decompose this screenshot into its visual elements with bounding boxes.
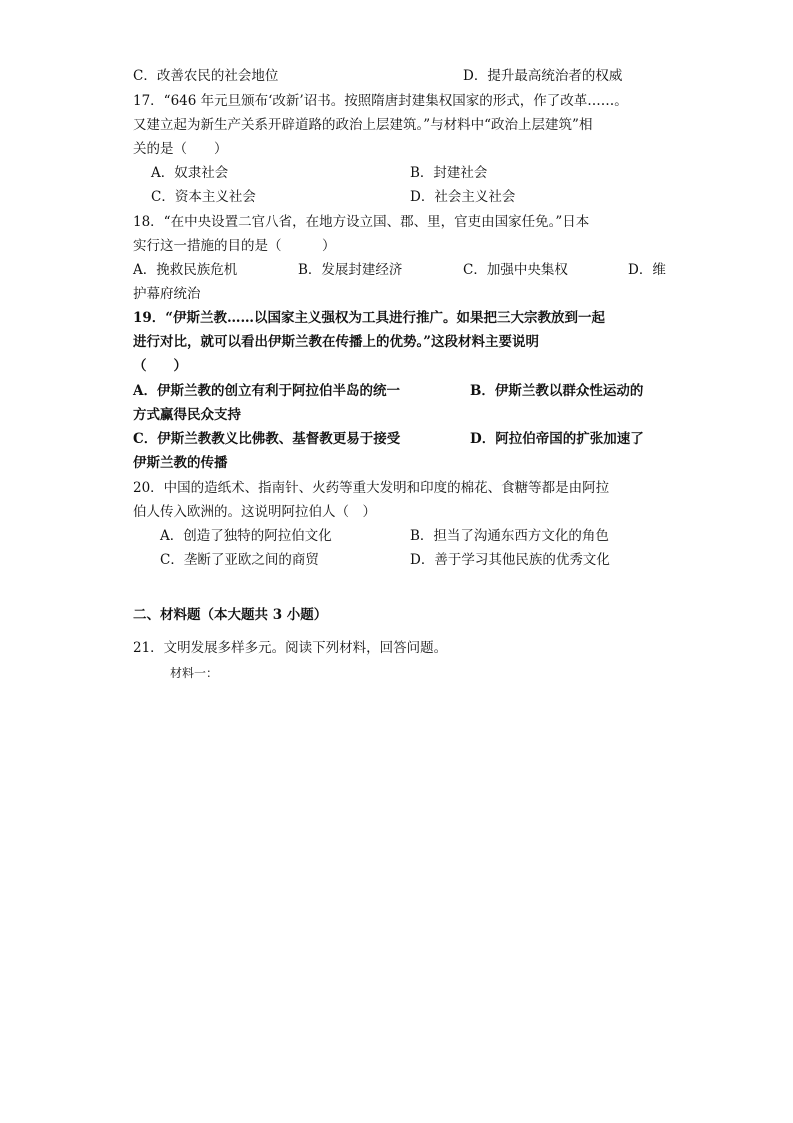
q17-stem-line1: 17．“646 年元旦颁布‘改新’诏书。按照隋唐封建集权国家的形式，作了改革……。	[133, 93, 628, 109]
q20-option-a: A．创造了独特的阿拉伯文化	[160, 528, 332, 544]
q19-option-c: C．伊斯兰教教义比佛教、基督教更易于接受	[133, 431, 401, 447]
q19-stem-line2: 进行对比，就可以看出伊斯兰教在传播上的优势。”这段材料主要说明	[133, 334, 540, 350]
q19-stem-line1: 19．“伊斯兰教……以国家主义强权为工具进行推广。如果把三大宗教放到一起	[133, 310, 606, 326]
q18-option-a: A．挽救民族危机	[133, 262, 238, 278]
q18-option-d-part2: 护幕府统治	[133, 286, 201, 302]
section-heading: 二、材料题（本大题共 3 小题）	[133, 607, 328, 623]
q19-option-a: A．伊斯兰教的创立有利于阿拉伯半岛的统一	[133, 383, 400, 399]
q20-stem-line2: 伯人传入欧洲的。这说明阿拉伯人（ ）	[133, 504, 376, 520]
q17-option-d: D．社会主义社会	[410, 189, 516, 205]
q16-option-c: C．改善农民的社会地位	[133, 68, 279, 84]
q21-material-label: 材料一：	[170, 666, 219, 680]
q17-stem-line2: 又建立起为新生产关系开辟道路的政治上层建筑。”与材料中“政治上层建筑”相	[133, 117, 593, 133]
q18-option-d-part1: D．维	[628, 262, 666, 278]
q20-option-d: D．善于学习其他民族的优秀文化	[410, 552, 610, 568]
q18-option-c: C．加强中央集权	[463, 262, 568, 278]
q20-option-c: C．垄断了亚欧之间的商贸	[160, 552, 319, 568]
q17-option-b: B．封建社会	[410, 165, 488, 181]
q19-option-b-part1: B．伊斯兰教以群众性运动的	[470, 383, 644, 399]
q17-stem-line3: 关的是（ ）	[133, 141, 228, 157]
q20-option-b: B．担当了沟通东西方文化的角色	[410, 528, 609, 544]
q17-option-a: A．奴隶社会	[151, 165, 229, 181]
q19-option-d-part2: 伊斯兰教的传播	[133, 455, 228, 471]
q20-stem-line1: 20．中国的造纸术、指南针、火药等重大发明和印度的棉花、食糖等都是由阿拉	[133, 480, 610, 496]
q21-stem: 21．文明发展多样多元。阅读下列材料，回答问题。	[133, 640, 448, 656]
q18-stem-line2: 实行这一措施的目的是（ ）	[133, 238, 336, 254]
q18-stem-line1: 18．“在中央设置二官八省，在地方设立国、郡、里，官吏由国家任免。”日本	[133, 214, 590, 230]
q17-option-c: C．资本主义社会	[151, 189, 256, 205]
q18-option-b: B．发展封建经济	[298, 262, 403, 278]
q19-stem-line3: （ ）	[133, 358, 187, 374]
q19-option-b-part2: 方式赢得民众支持	[133, 407, 241, 423]
q19-option-d-part1: D．阿拉伯帝国的扩张加速了	[470, 431, 644, 447]
q16-option-d: D．提升最高统治者的权威	[463, 68, 623, 84]
